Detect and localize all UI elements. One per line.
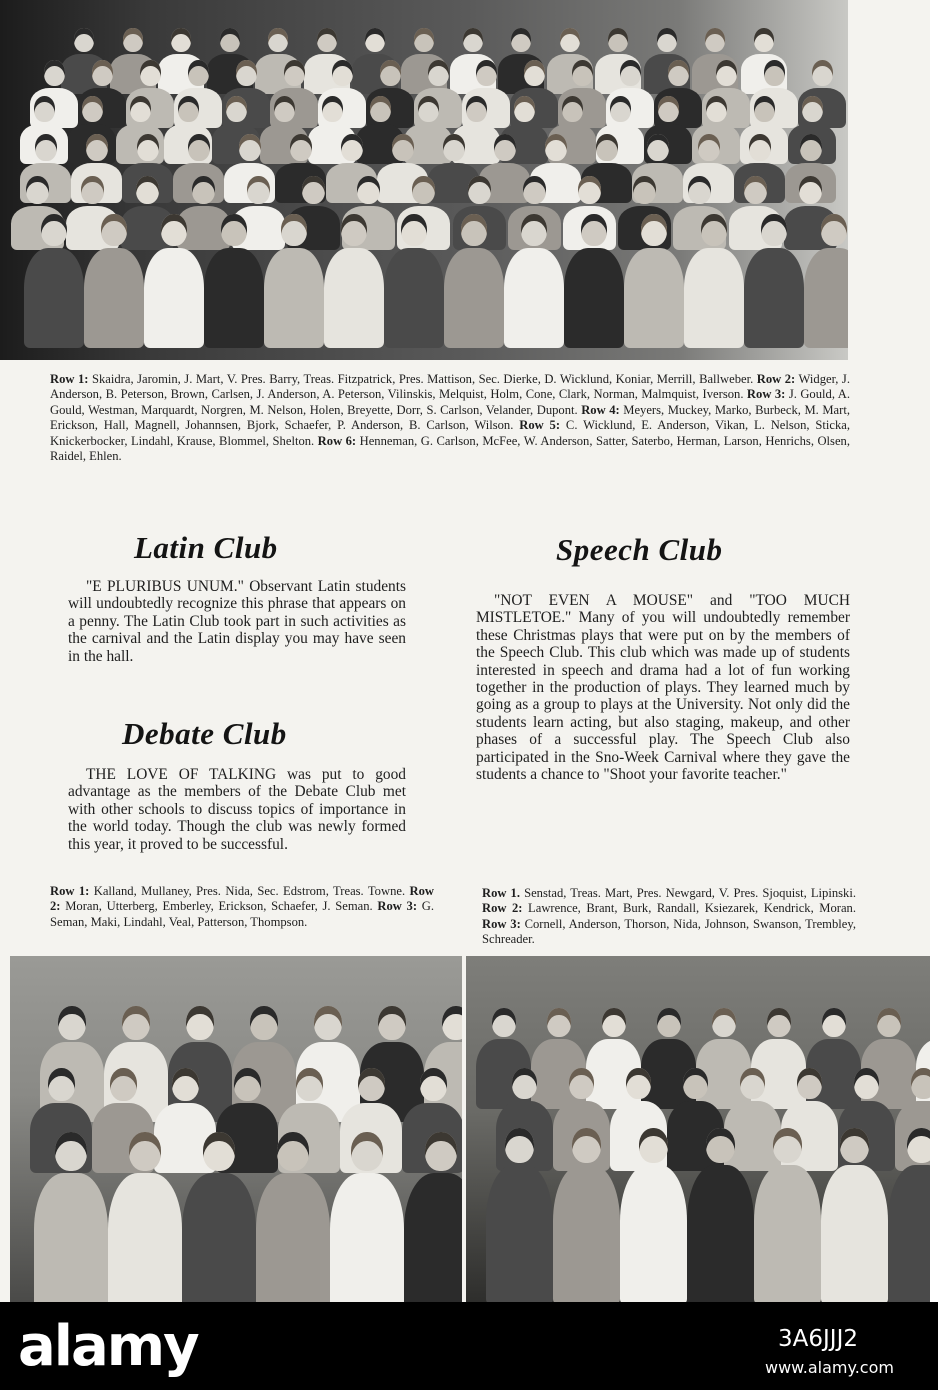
caption-row-names: Senstad, Treas. Mart, Pres. Newgard, V. Pres. Sjoquist, Lipinski.: [520, 886, 856, 900]
photo-person: [108, 1132, 182, 1302]
photo-person: [687, 1128, 754, 1302]
alamy-footer: [0, 1302, 938, 1390]
photo-person: [821, 1128, 888, 1302]
speech-club-group-photo: [466, 956, 938, 1302]
caption-row-names: C. Wicklund, E. Anderson, Vikan, L. Nelson, Sticka, Knickerbocker, Lindahl, Krause, Blommel, Shelton.: [50, 418, 850, 448]
caption-row-names: Widger, J. Anderson, B. Peterson, Brown, Carlsen, J. Anderson, A. Peterson, Vilinskis, Melquist, Holm, Cone, Clark, Norman, Malmquist, Iverson.: [50, 372, 850, 402]
alamy-logo: alamy: [18, 1314, 198, 1379]
caption-row-label: Row 2:: [50, 884, 434, 914]
caption-row-names: Moran, Utterberg, Emberley, Erickson, Schaefer, J. Seman.: [60, 899, 378, 914]
debate-club-heading: Debate Club: [122, 716, 287, 751]
latin-club-text: "E PLURIBUS UNUM." Observant Latin students will undoubtedly recognize this phrase that appears on a penny. The Latin Club took part in such activities as the carnival and the Latin display you may have seen in the hall.: [68, 578, 406, 665]
caption-row-names: Lawrence, Brant, Burk, Randall, Ksiezarek, Kendrick, Moran.: [522, 901, 856, 916]
debate-club-photo-caption: [50, 884, 434, 930]
photo-person: [384, 214, 444, 348]
photo-person: [754, 1128, 821, 1302]
caption-row-names: J. Gould, A. Gould, Westman, Marquardt, Norgren, M. Nelson, Holen, Breyette, Dorr, S. Carlson, Velander, Dupont.: [50, 387, 850, 417]
photo-person: [564, 214, 624, 348]
caption-row-label: Row 2:: [482, 901, 523, 916]
alamy-url: www.alamy.com: [765, 1358, 894, 1377]
caption-row-names: G. Seman, Maki, Lindahl, Veal, Patterson, Thompson.: [50, 899, 434, 929]
photo-person: [84, 214, 144, 348]
speech-club-photo-caption: [482, 886, 856, 948]
latin-club-photo-caption: [50, 372, 850, 464]
photo-person: [324, 214, 384, 348]
caption-row-names: Cornell, Anderson, Thorson, Nida, Johnson, Swanson, Trembley, Schreader.: [482, 916, 856, 947]
photo-person: [684, 214, 744, 348]
photo-person: [504, 214, 564, 348]
photo-person: [620, 1128, 687, 1302]
caption-row-names: Skaidra, Jaromin, J. Mart, V. Pres. Barry, Treas. Fitzpatrick, Pres. Mattison, Sec. Dierke, D. Wicklund, Koniar, Merrill, Ballweber.: [88, 372, 757, 386]
speech-club-text: "NOT EVEN A MOUSE" and "TOO MUCH MISTLETOE." Many of you will undoubtedly remember these Christmas plays that were put on by the members of the Speech Club. This club which was made up of students interested in speech and drama had a lot of fun working together in the production of plays. They learned much by going as a group to plays at the University. Not only did the students learn acting, but also staging, makeup, and other phases of a successful play. The Speech Club also participated in the Sno-Week Carnival where they gave the students a chance to "Shoot your favorite teacher.": [476, 592, 850, 784]
caption-row-label: Row 1:: [50, 372, 89, 386]
caption-row-label: Row 3:: [377, 899, 418, 914]
caption-row-label: Row 1:: [50, 884, 90, 898]
latin-club-heading: Latin Club: [134, 530, 278, 565]
caption-row-label: Row 6:: [317, 433, 357, 448]
photo-person: [744, 214, 804, 348]
caption-row-names: Kalland, Mullaney, Pres. Nida, Sec. Edstrom, Treas. Towne.: [89, 884, 410, 898]
caption-row-names: Meyers, Muckey, Marko, Burbeck, M. Mart, Erickson, Hall, Magnell, Johannsen, Bjork, Schaefer, P. Anderson, B. Carlson, Wilson.: [50, 402, 850, 433]
speech-club-heading: Speech Club: [556, 532, 723, 567]
debate-club-text: THE LOVE OF TALKING was put to good advantage as the members of the Debate Club met with other schools to discuss topics of importance in the world today. Though the club was newly formed this year, it proved to be successful.: [68, 766, 406, 853]
debate-club-group-photo: [10, 956, 462, 1302]
caption-row-label: Row 3:: [482, 916, 521, 931]
photo-person: [264, 214, 324, 348]
page-margin: [930, 0, 938, 1302]
caption-row-label: Row 2:: [756, 372, 796, 386]
photo-person: [204, 214, 264, 348]
photo-person: [330, 1132, 404, 1302]
image-code: 3A6JJJ2: [778, 1326, 858, 1352]
photo-person: [624, 214, 684, 348]
photo-person: [24, 214, 84, 348]
caption-row-label: Row 1.: [482, 886, 521, 900]
photo-person: [256, 1132, 330, 1302]
caption-row-label: Row 4:: [581, 402, 620, 417]
photo-person: [553, 1128, 620, 1302]
photo-person: [444, 214, 504, 348]
photo-person: [182, 1132, 256, 1302]
photo-person: [144, 214, 204, 348]
photo-person: [34, 1132, 108, 1302]
photo-person: [804, 214, 848, 348]
latin-club-group-photo: [0, 0, 848, 360]
photo-person: [404, 1132, 462, 1302]
caption-row-names: Henneman, G. Carlson, McFee, W. Anderson, Satter, Saterbo, Herman, Larson, Henrichs, Olsen, Raidel, Ehlen.: [50, 433, 850, 464]
caption-row-label: Row 5:: [519, 418, 561, 433]
photo-person: [486, 1128, 553, 1302]
caption-row-label: Row 3:: [746, 387, 786, 402]
